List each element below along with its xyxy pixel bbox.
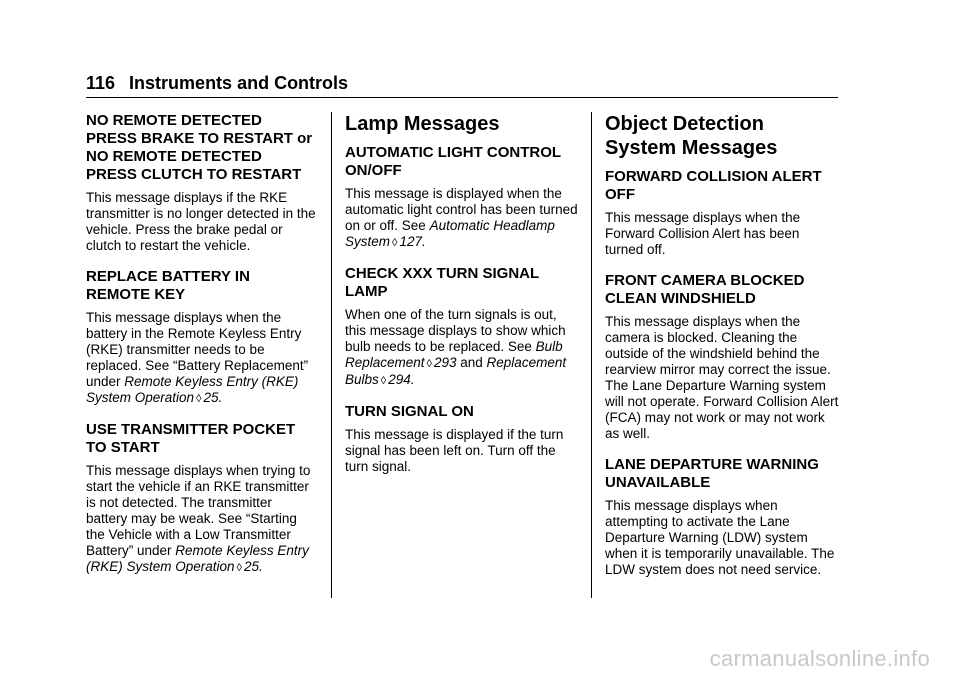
section-heading: FRONT CAMERA BLOCKED CLEAN WINDSHIELD	[605, 272, 805, 307]
section-title: Lamp Messages	[345, 113, 500, 135]
column-2	[345, 112, 581, 489]
section-body: When one of the turn signals is out, this message displays to show which bulb needs to be replaced. See Bulb Replacement ◊ 293 and Replacement Bulbs ◊ 294.	[345, 307, 567, 387]
section-body: This message displays when the camera is blocked. Cleaning the outside of the windshield behind the rearview mirror may correct the issue. The Lane Departure Warning system will not operate. Forward Collision Alert (FCA) may not work or may not work as well.	[605, 314, 839, 441]
section-replace-battery	[86, 268, 316, 407]
column-divider	[331, 112, 332, 598]
page-number: 116	[86, 73, 116, 93]
page-ref-icon: ◊	[392, 237, 398, 249]
section-no-remote-detected	[86, 112, 316, 254]
page-reference[interactable]: 127.	[399, 234, 426, 249]
page-ref-icon: ◊	[196, 393, 202, 405]
page-header	[86, 72, 838, 98]
cross-reference-link[interactable]: Replacement Bulbs	[345, 355, 567, 387]
section-body: This message displays when attempting to activate the Lane Departure Warning (LDW) system when it is temporarily unavailable. The LDW system does not need service.	[605, 498, 835, 577]
section-front-camera-blocked	[605, 272, 839, 442]
section-title: Object Detection System Messages	[605, 113, 778, 159]
section-heading: AUTOMATIC LIGHT CONTROL ON/OFF	[345, 144, 561, 179]
page-reference[interactable]: 25.	[243, 559, 263, 574]
column-divider	[591, 112, 592, 598]
section-heading: NO REMOTE DETECTED PRESS BRAKE TO RESTART or NO REMOTE DETECTED PRESS CLUTCH TO RESTART	[86, 112, 313, 183]
watermark: carmanualsonline.info	[709, 646, 930, 671]
column-1	[86, 112, 316, 590]
section-heading: CHECK XXX TURN SIGNAL LAMP	[345, 265, 539, 300]
section-heading: LANE DEPARTURE WARNING UNAVAILABLE	[605, 456, 819, 491]
section-heading: REPLACE BATTERY IN REMOTE KEY	[86, 268, 250, 303]
cross-reference-link[interactable]: Remote Keyless Entry (RKE) System Operation	[86, 543, 309, 574]
cross-reference-link[interactable]: Remote Keyless Entry (RKE) System Operation	[86, 374, 299, 405]
page-ref-icon: ◊	[236, 562, 242, 574]
section-body: This message is displayed when the automatic light control has been turned on or off. See Automatic Headlamp System ◊ 127.	[345, 186, 578, 249]
section-forward-collision-alert-off	[605, 168, 839, 258]
section-body: This message displays when the Forward Collision Alert has been turned off.	[605, 210, 801, 257]
section-body: This message displays when trying to start the vehicle if an RKE transmitter is not detected. The transmitter battery may be weak. See “Starting the Vehicle with a Low Transmitter Battery” under Remote Keyless Entry (RKE) System Operation ◊ 25.	[86, 463, 311, 574]
section-heading: FORWARD COLLISION ALERT OFF	[605, 168, 822, 203]
cross-reference-link[interactable]: Automatic Headlamp System	[345, 218, 555, 249]
section-body: This message is displayed if the turn signal has been left on. Turn off the turn signal.	[345, 427, 564, 474]
column-3	[605, 112, 839, 592]
section-use-transmitter-pocket	[86, 421, 316, 576]
section-automatic-light-control	[345, 144, 581, 251]
page-ref-icon: ◊	[380, 375, 387, 387]
section-check-turn-signal	[345, 265, 581, 389]
chapter-title: Instruments and Controls	[129, 73, 349, 93]
page-ref-icon: ◊	[426, 358, 432, 370]
page-reference[interactable]: 25.	[203, 390, 223, 405]
section-heading: USE TRANSMITTER POCKET TO START	[86, 421, 296, 456]
section-heading: TURN SIGNAL ON	[345, 403, 474, 420]
section-body: This message displays when the battery in the Remote Keyless Entry (RKE) transmitter needs to be replaced. See “Battery Replacement” under Remote Keyless Entry (RKE) System Operation ◊ 25.	[86, 310, 309, 405]
cross-reference-link[interactable]: Bulb Replacement	[345, 339, 563, 370]
page-reference[interactable]: 294.	[388, 372, 415, 387]
section-turn-signal-on	[345, 403, 581, 475]
section-lane-departure-unavailable	[605, 456, 839, 578]
page-reference[interactable]: 293	[433, 355, 457, 370]
section-body: This message displays if the RKE transmitter is no longer detected in the vehicle. Press the brake pedal or clutch to restart the vehicle.	[86, 190, 316, 253]
